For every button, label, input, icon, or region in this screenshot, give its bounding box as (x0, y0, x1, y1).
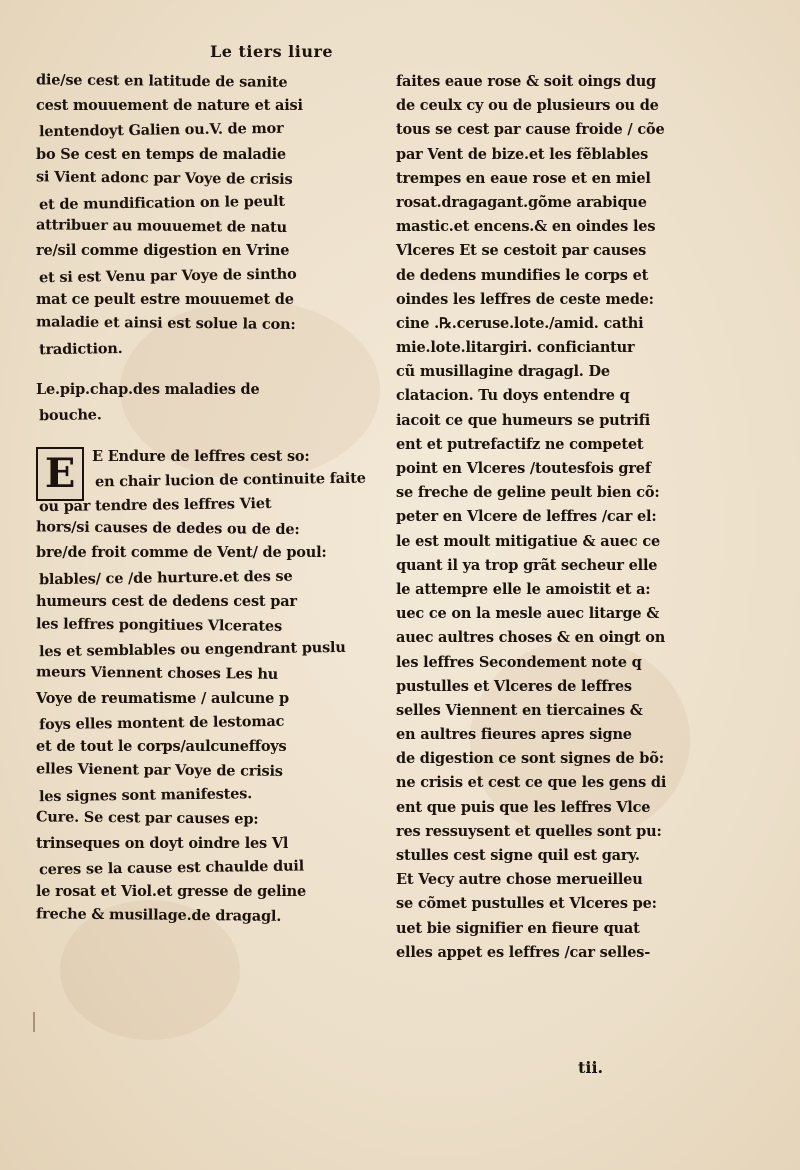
margin-mark (33, 1012, 35, 1032)
signature-mark: tii. (578, 1058, 604, 1077)
text-line: uec ce on la mesle auec litarge & (396, 605, 660, 623)
text-line: elles appet es leffres /car selles- (396, 943, 651, 961)
text-line: mastic.et encens.& en oindes les (396, 218, 656, 236)
text-line: les leffres Secondement note q (396, 653, 642, 671)
text-line: cine .℞.ceruse.lote./amid. cathi (396, 314, 644, 332)
text-line: tous se cest par cause froide / cõe (396, 121, 665, 139)
text-line: elles Vienent par Voye de crisis (35, 760, 283, 780)
chapter-heading: bouche. (38, 406, 102, 425)
text-line: oindes les leffres de ceste mede: (396, 290, 654, 308)
text-line: Cure. Se cest par causes ep: (35, 808, 259, 829)
text-line: faites eaue rose & soit oings dug (396, 73, 656, 90)
text-line: les et semblables ou engendrant puslu (38, 639, 346, 661)
text-line: blables/ ce /de hurture.et des se (38, 567, 293, 588)
text-line: le rosat et Viol.et gresse de geline (36, 883, 307, 900)
text-line: ou par tendre des leffres Viet (38, 494, 272, 516)
text-line: Vlceres Et se cestoit par causes (396, 242, 647, 260)
text-line: lentendoyt Galien ou.V. de mor (38, 120, 284, 141)
text-line: de digestion ce sont signes de bõ: (396, 750, 664, 768)
text-line: peter en Vlcere de leffres /car el: (396, 508, 657, 526)
text-line: Voye de reumatisme / aulcune p (36, 689, 289, 707)
text-line: Et Vecy autre chose merueilleu (396, 871, 643, 889)
running-header: Le tiers liure (210, 42, 334, 61)
text-line: maladie et ainsi est solue la con: (35, 313, 296, 333)
left-text-column (35, 70, 366, 928)
text-line: meurs Viennent choses Les hu (35, 663, 279, 684)
text-line: de ceulx cy ou de plusieurs ou de (396, 97, 659, 115)
text-line: mie.lote.litargiri. conficiantur (396, 339, 635, 357)
initial-paragraph (36, 445, 366, 497)
text-line: trinseques on doyt oindre les Vl (36, 834, 289, 852)
text-line: se freche de geline peult bien cõ: (396, 484, 660, 502)
text-line: selles Viennent en tiercaines & (396, 701, 643, 719)
text-line: stulles cest signe quil est gary. (396, 847, 640, 864)
text-line: die/se cest en latitude de sanite (35, 71, 288, 91)
text-line: bo Se cest en temps de maladie (36, 145, 286, 163)
text-line: E Endure de leffres cest so: (92, 447, 310, 465)
text-line: trempes en eaue rose et en miel (396, 169, 651, 187)
text-line: les leffres pongitiues Vlcerates (35, 615, 283, 635)
paragraph-gap (36, 360, 356, 378)
text-line: ceres se la cause est chaulde duil (38, 857, 305, 879)
text-line: point en Vlceres /toutesfois gref (396, 460, 651, 477)
text-line: ent que puis que les leffres Vlce (396, 798, 651, 816)
text-line: ne crisis et cest ce que les gens di (396, 774, 667, 792)
text-line: et de tout le corps/aulcuneffoys (36, 737, 287, 755)
text-line: tradiction. (38, 340, 123, 359)
text-line: le est moult mitigatiue & auec ce (396, 532, 660, 550)
text-line: se cõmet pustulles et Vlceres pe: (396, 895, 657, 913)
text-line: en aultres fieures apres signe (396, 726, 632, 744)
text-line: uet bie signifier en fieure quat (396, 919, 640, 937)
text-line: humeurs cest de dedens cest par (36, 592, 297, 610)
decorated-initial: E (36, 447, 84, 501)
text-line: les signes sont manifestes. (38, 785, 253, 806)
right-text-column (396, 70, 688, 965)
paragraph-gap (36, 427, 356, 445)
text-line: rosat.dragagant.gõme arabique (396, 193, 647, 211)
text-line: par Vent de bize.et les fẽblables (396, 145, 649, 163)
text-line: re/sil comme digestion en Vrine (36, 242, 290, 260)
text-line: cest mouuement de nature et aisi (36, 97, 303, 115)
text-line: ent et putrefactifz ne competet (396, 435, 644, 453)
text-line: pustulles et Vlceres de leffres (396, 677, 632, 695)
chapter-heading: Le.pip.chap.des maladies de (36, 381, 260, 399)
text-line: et de mundification on le peult (38, 192, 285, 214)
text-line: foys elles montent de lestomac (38, 712, 285, 733)
text-line: de dedens mundifies le corps et (396, 266, 649, 284)
text-line: si Vient adonc par Voye de crisis (35, 168, 293, 188)
text-line: res ressuysent et quelles sont pu: (396, 822, 662, 840)
text-line: quant il ya trop grãt secheur elle (396, 556, 658, 574)
text-line: et si est Venu par Voye de sintho (38, 265, 297, 286)
text-line: le attempre elle le amoistit et a: (396, 580, 651, 598)
text-line: iacoit ce que humeurs se putrifi (396, 411, 651, 429)
text-line: bre/de froit comme de Vent/ de poul: (36, 544, 327, 562)
text-line: mat ce peult estre mouuemet de (36, 290, 294, 308)
text-line: hors/si causes de dedes ou de de: (35, 518, 300, 539)
text-line: attribuer au mouuemet de natu (35, 216, 288, 237)
text-line: en chair lucion de continuite faite (94, 469, 366, 491)
text-line: auec aultres choses & en oingt on (396, 629, 666, 647)
text-line: cũ musillagine dragagl. De (396, 363, 610, 381)
text-line: clatacion. Tu doys entendre q (396, 387, 630, 405)
text-line: freche & musillage.de dragagl. (35, 905, 282, 926)
